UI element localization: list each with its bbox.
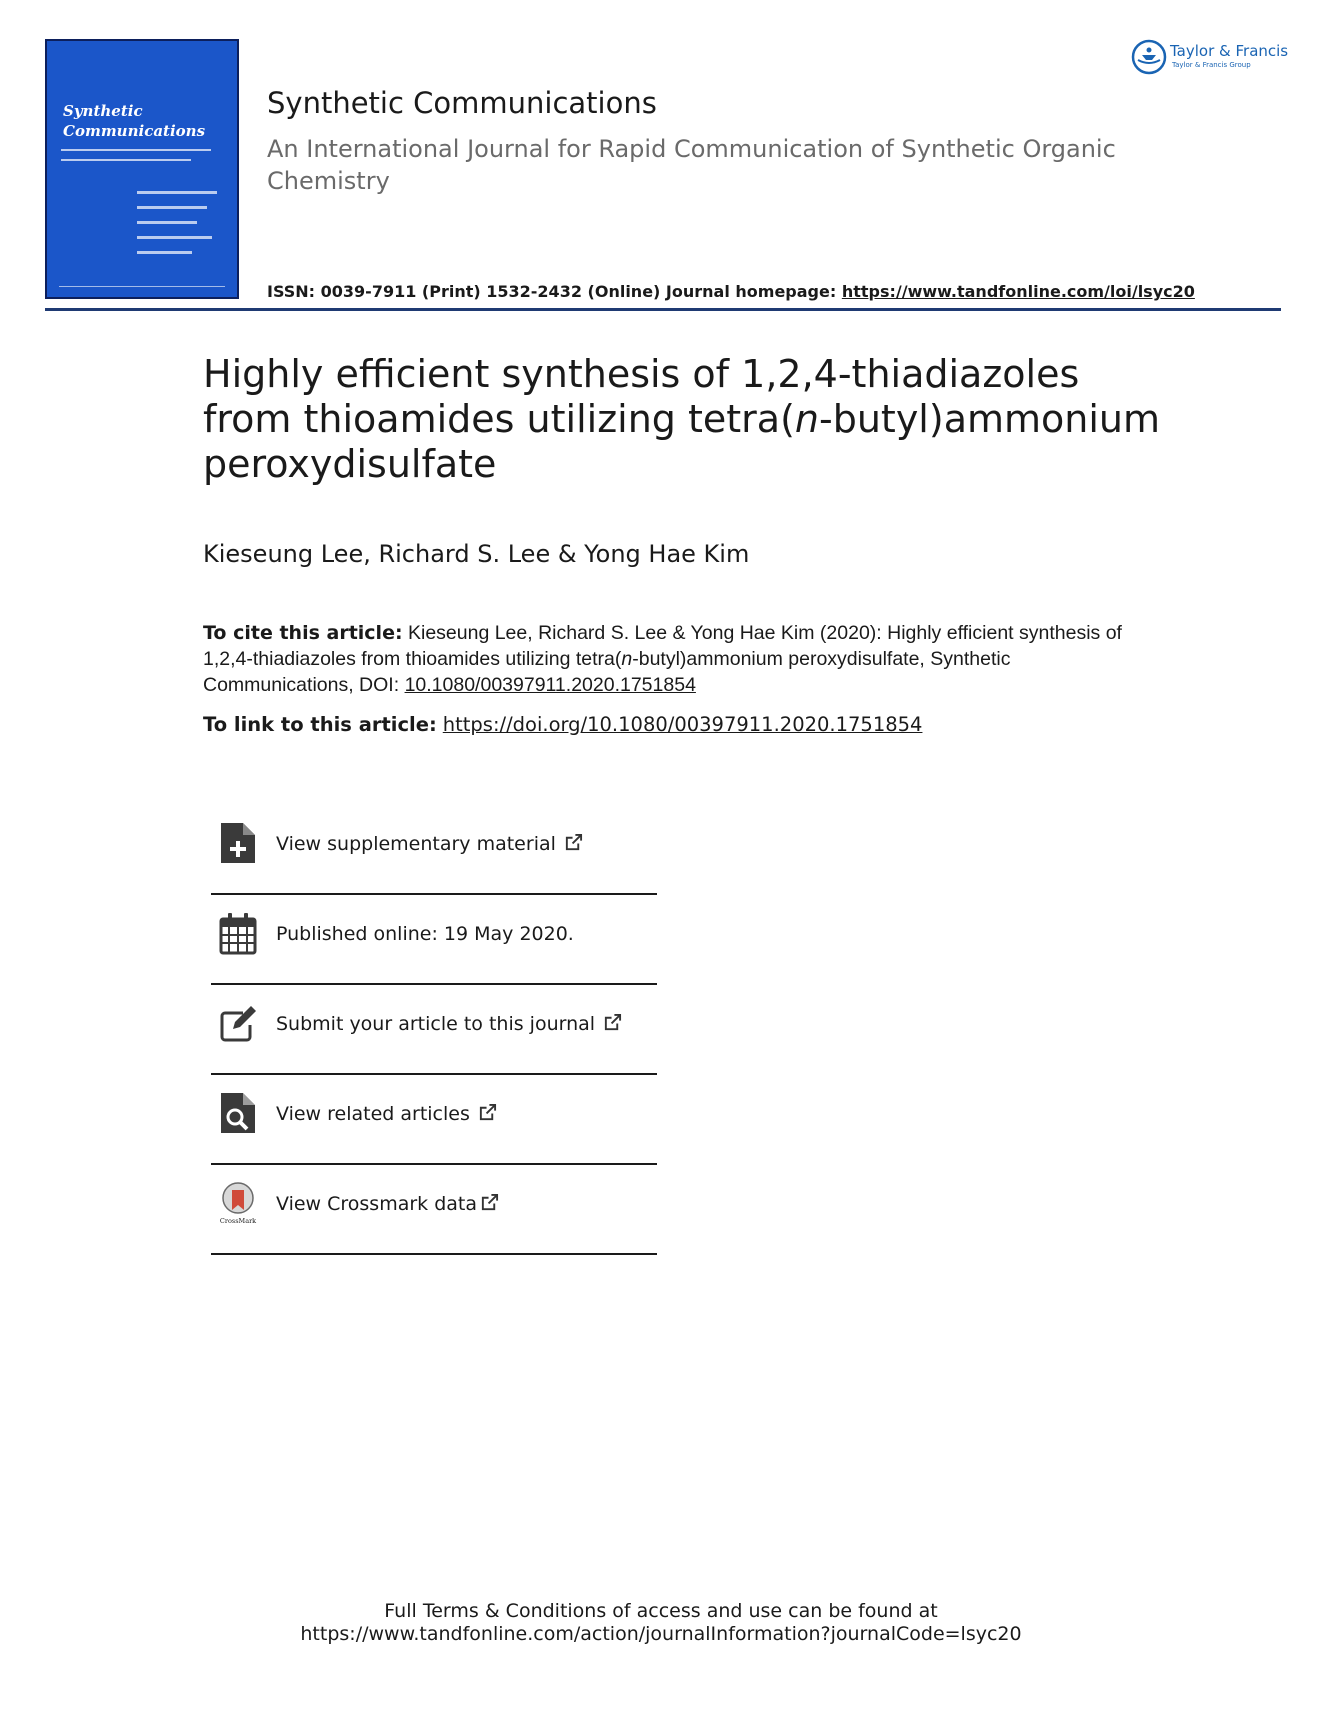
issn-line: [267, 282, 1195, 301]
item-label: [276, 1103, 497, 1125]
cover-rule: [137, 236, 212, 239]
journal-title: Synthetic Communications: [267, 86, 657, 120]
file-plus-icon: [219, 821, 257, 865]
citation-block: [203, 620, 1123, 698]
article-title-italic: n: [794, 397, 819, 441]
doi-link[interactable]: 10.1080/00397911.2020.1751854: [404, 674, 696, 696]
supplementary-material-item[interactable]: [211, 805, 657, 895]
publisher-group: Taylor & Francis Group: [1172, 61, 1251, 69]
cover-rule: [137, 221, 197, 224]
authors: Kieseung Lee, Richard S. Lee & Yong Hae Kim: [203, 540, 750, 568]
edit-icon: [219, 1001, 257, 1045]
cover-footer-rule: [59, 286, 225, 287]
crossmark-caption: CrossMark: [219, 1217, 257, 1225]
submit-article-item[interactable]: [211, 985, 657, 1075]
article-actions-list: [211, 805, 657, 1255]
journal-homepage-link[interactable]: https://www.tandfonline.com/loi/lsyc20: [841, 282, 1195, 301]
cover-rule: [137, 206, 207, 209]
item-label-text: Submit your article to this journal: [276, 1013, 596, 1035]
calendar-icon: [219, 911, 257, 955]
item-label: [276, 1193, 499, 1215]
article-title: [203, 352, 1163, 487]
related-articles-item[interactable]: [211, 1075, 657, 1165]
article-title-part2: -butyl)ammonium peroxydisulfate: [203, 397, 1160, 486]
issn-text: ISSN: 0039-7911 (Print) 1532-2432 (Online) Journal homepage:: [267, 282, 842, 301]
footer-terms-url[interactable]: https://www.tandfonline.com/action/journalInformation?journalCode=lsyc20: [300, 1623, 1022, 1645]
item-label-text: View Crossmark data: [276, 1193, 478, 1215]
item-label: [276, 1013, 622, 1035]
article-link-row: [203, 713, 922, 736]
footer-line1: Full Terms & Conditions of access and use can be found at: [384, 1600, 938, 1622]
external-link-icon: [480, 1193, 499, 1212]
header-rule: [45, 308, 1281, 311]
cite-text-part1: Kieseung Lee, Richard S. Lee & Yong Hae Kim (2020): Highly efficient synthesis of 1,2,4-thiadiazoles from thioamides utilizing tetra(: [203, 622, 1122, 670]
cite-label: To cite this article:: [203, 622, 403, 644]
external-link-icon: [478, 1103, 497, 1122]
journal-cover: [45, 39, 239, 299]
cover-rule: [61, 159, 191, 161]
external-link-icon: [603, 1013, 622, 1032]
cover-rule: [137, 191, 217, 194]
published-online-item: [211, 895, 657, 985]
publisher-name: Taylor & Francis: [1170, 42, 1289, 60]
cover-rule: [137, 251, 192, 254]
journal-subtitle: An International Journal for Rapid Communication of Synthetic Organic Chemistry: [267, 135, 1116, 195]
cite-text-italic: n: [621, 648, 633, 670]
article-title-part1: Highly efficient synthesis of 1,2,4-thiadiazoles from thioamides utilizing tetra(: [203, 352, 1080, 441]
cover-title-line2: Communications: [63, 122, 206, 140]
crossmark-icon: [219, 1181, 257, 1225]
article-doi-url[interactable]: https://doi.org/10.1080/00397911.2020.1751854: [442, 713, 923, 736]
cite-text-part2: -butyl)ammonium peroxydisulfate, Synthetic Communications, DOI:: [203, 648, 1011, 696]
crossmark-item[interactable]: [211, 1165, 657, 1255]
link-label: To link to this article:: [203, 713, 437, 736]
item-label-text: View related articles: [276, 1103, 470, 1125]
file-search-icon: [219, 1091, 257, 1135]
external-link-icon: [564, 833, 583, 852]
cover-title-line1: Synthetic: [63, 102, 143, 120]
cover-rule: [61, 149, 211, 151]
item-label: [276, 833, 583, 855]
item-label-text: View supplementary material: [276, 833, 556, 855]
item-label: Published online: 19 May 2020.: [276, 923, 574, 945]
terms-footer: [0, 1600, 1322, 1646]
cover-title: [63, 101, 205, 141]
